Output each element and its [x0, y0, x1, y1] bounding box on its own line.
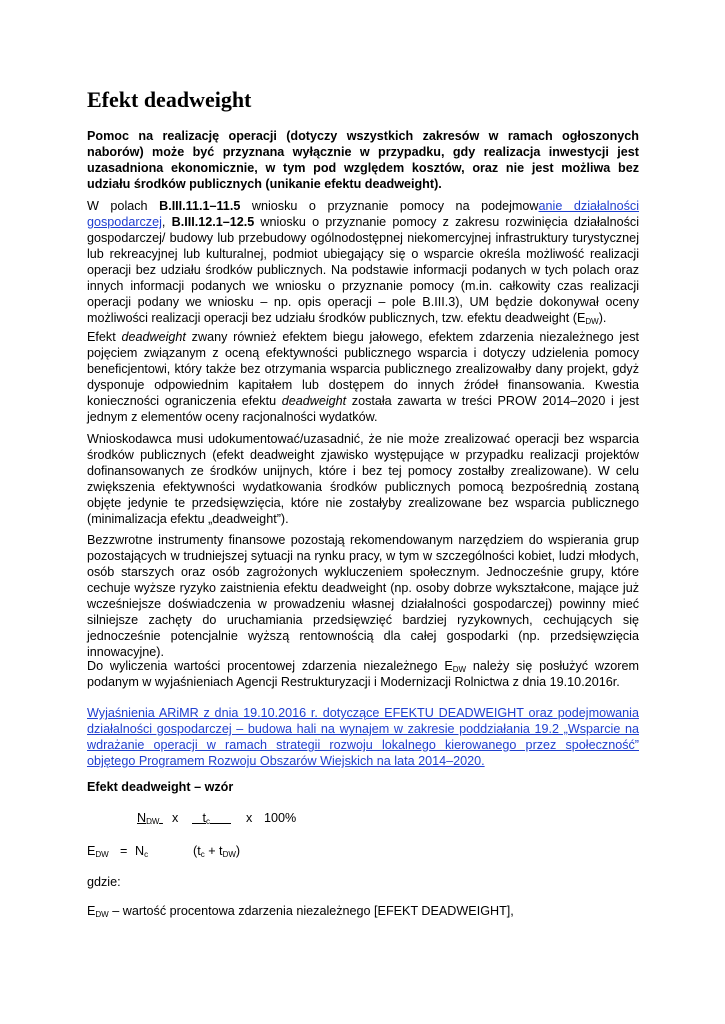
formula-n-sub: DW [146, 817, 160, 826]
p1-text-e: wniosku o przyznanie pomocy z zakresu rozwinięcia działalności gospodarczej/ budowy lub przebudowy ogólnodostępnej niekomercyjnej infrastruktury turystycznej lub rekreacyjnej lub kulturalnej, podmiot ubiegający się o wsparcie określa możliwość realizacji operacji bez udziału środków publicznych. Na podstawie informacji podanych w tych polach oraz innych informacji podanych we wniosku o przyznanie pomocy (m.in. całkowity czas realizacji operacji podany we wniosku – np. opis operacji – pole B.III.3), UM będzie dokonywał oceny możliwości realizacji operacji bez udziału środków publicznych, tzw. efektu deadweight (E [87, 215, 639, 325]
formula-times-2: x [246, 811, 253, 825]
paragraph-instruments: Bezzwrotne instrumenty finansowe pozostają rekomendowanym narzędziem do wspierania grup pozostających w trudniejszej sytuacji na rynku pracy, w tym w szczególności kobiet, ludzi młodych, osób starszych oraz osób zagrożonych wykluczeniem społecznym. Jednocześnie grupy, które cechuje wyższe ryzyko zaistnienia efektu deadweight (np. osoby dobrze wykształcone, mające już wcześniejsze doświadczenia w prowadzeniu własnej działalności gospodarczej) powinny mieć silniejsze zachęty do uruchamiania przedsięwzięć bardziej ryzykownych, cechujących się jednocześnie potencjalnie wyższą rentownością dla całej gospodarki (np. przedsięwzięcia innowacyjne). [87, 533, 639, 659]
p1-text-a: W polach [87, 199, 160, 213]
p2-text-c: została zawarta w treści PROW 2014–2020 i jest jednym z elementów oceny racjonalności wydatków. [87, 394, 639, 424]
formula-den-open: (t [193, 844, 201, 858]
formula-n: N [137, 811, 147, 825]
p5-text-b: należy się posłużyć wzorem podanym w wyjaśnieniach Agencji Restrukturyzacji i Modernizacji Rolnictwa z dnia 19.10.2016r. [87, 659, 639, 689]
p2-italic-1: deadweight [121, 330, 186, 344]
p2-text-b: zwany również efektem biegu jałowego, efektem zdarzenia niezależnego jest pojęciem związanym z oceną efektywności publicznego wsparcia i dotyczy udzielenia pomocy beneficjentowi, który także bez otrzymania wsparcia publicznego zrealizowałby dany projekt, gdyż dysponuje odpowiednim kapitałem lub dostępem do innych źródeł finansowania. Kwestia konieczności ograniczenia efektu [87, 330, 639, 408]
def-e: E [87, 904, 96, 918]
p1-field-range-1: B.III.11.1–11.5 [159, 199, 241, 213]
formula-t-sub: c [206, 817, 210, 826]
p1-text-c: wniosku o przyznanie pomocy na podejmow [240, 199, 539, 213]
def-text: – wartość procentowa zdarzenia niezależnego [EFEKT DEADWEIGHT], [108, 904, 514, 918]
formula-numerator-t [192, 810, 231, 826]
formula-numerator-n [137, 810, 163, 826]
formula-t: t [202, 811, 206, 825]
formula-equals: = [120, 844, 128, 858]
p1-text-f: ). [598, 311, 607, 325]
formula-den-close: ) [235, 844, 241, 858]
formula-lhs [87, 843, 109, 859]
p5-text-a: Do wyliczenia wartości procentowej zdarzenia niezależnego E [87, 659, 453, 673]
where-label: gdzie: [87, 875, 121, 889]
formula-nc: N [135, 844, 145, 858]
paragraph-fields [87, 198, 639, 326]
formula-e: E [87, 844, 96, 858]
paragraph-applicant: Wnioskodawca musi udokumentować/uzasadnić, że nie może zrealizować operacji bez wsparcia środków publicznych (efekt deadweight zjawisko występujące w przypadku realizacji projektów dofinansowanych ze środków unijnych, które i bez tej pomocy zostałby zrealizowane). W celu zwiększenia efektywności wydatkowania środków publicznych pomocą bezpośrednią zostaną objęte jedynie te przedsięwzięcia, które nie zostałyby zrealizowane bez wsparcia publicznego (minimalizacja efektu „deadweight”). [87, 432, 639, 526]
p1-link[interactable]: anie działalności gospodarczej [87, 199, 639, 229]
formula-heading: Efekt deadweight – wzór [87, 780, 234, 794]
intro-paragraph: Pomoc na realizację operacji (dotyczy wszystkich zakresów w ramach ogłoszonych naborów) może być przyznana wyłącznie w przypadku, gdy realizacja inwestycji jest uzasadniona ekonomicznie, w tym pod względem kosztów, oraz nie jest możliwa bez udziału środków publicznych (unikanie efektu deadweight). [87, 129, 639, 191]
formula-den-sub2: DW [222, 850, 236, 859]
p1-field-range-2: B.III.12.1–12.5 [171, 215, 255, 229]
formula-nc-sub: c [144, 850, 149, 859]
p5-subscript: DW [452, 665, 467, 674]
formula-den-plus: + t [204, 844, 223, 858]
formula-times-1: x [172, 811, 179, 825]
formula-e-sub: DW [95, 850, 109, 859]
formula-den-sub1: c [200, 850, 205, 859]
formula-denominator-n [135, 843, 148, 859]
formula-percent: 100% [264, 811, 297, 825]
p2-text-a: Efekt [87, 330, 122, 344]
p1-subscript: DW [585, 317, 599, 326]
p1-text-d: , [161, 215, 172, 229]
arimr-explanation-link[interactable]: Wyjaśnienia ARiMR z dnia 19.10.2016 r. dotyczące EFEKTU DEADWEIGHT oraz podejmowania działalności gospodarczej – budowa hali na wynajem w zakresie poddziałania 19.2 „Wsparcie na wdrażanie operacji w ramach strategii rozwoju lokalnego kierowanego przez społeczność” objętego Programem Rozwoju Obszarów Wiejskich na lata 2014–2020. [87, 706, 639, 768]
definition-edw [87, 903, 639, 919]
formula-denominator-t [193, 843, 240, 859]
p2-italic-2: deadweight [281, 394, 347, 408]
paragraph-deadweight-definition [87, 329, 639, 425]
def-e-sub: DW [95, 910, 109, 919]
page-title: Efekt deadweight [87, 87, 252, 112]
paragraph-calculation [87, 658, 639, 690]
